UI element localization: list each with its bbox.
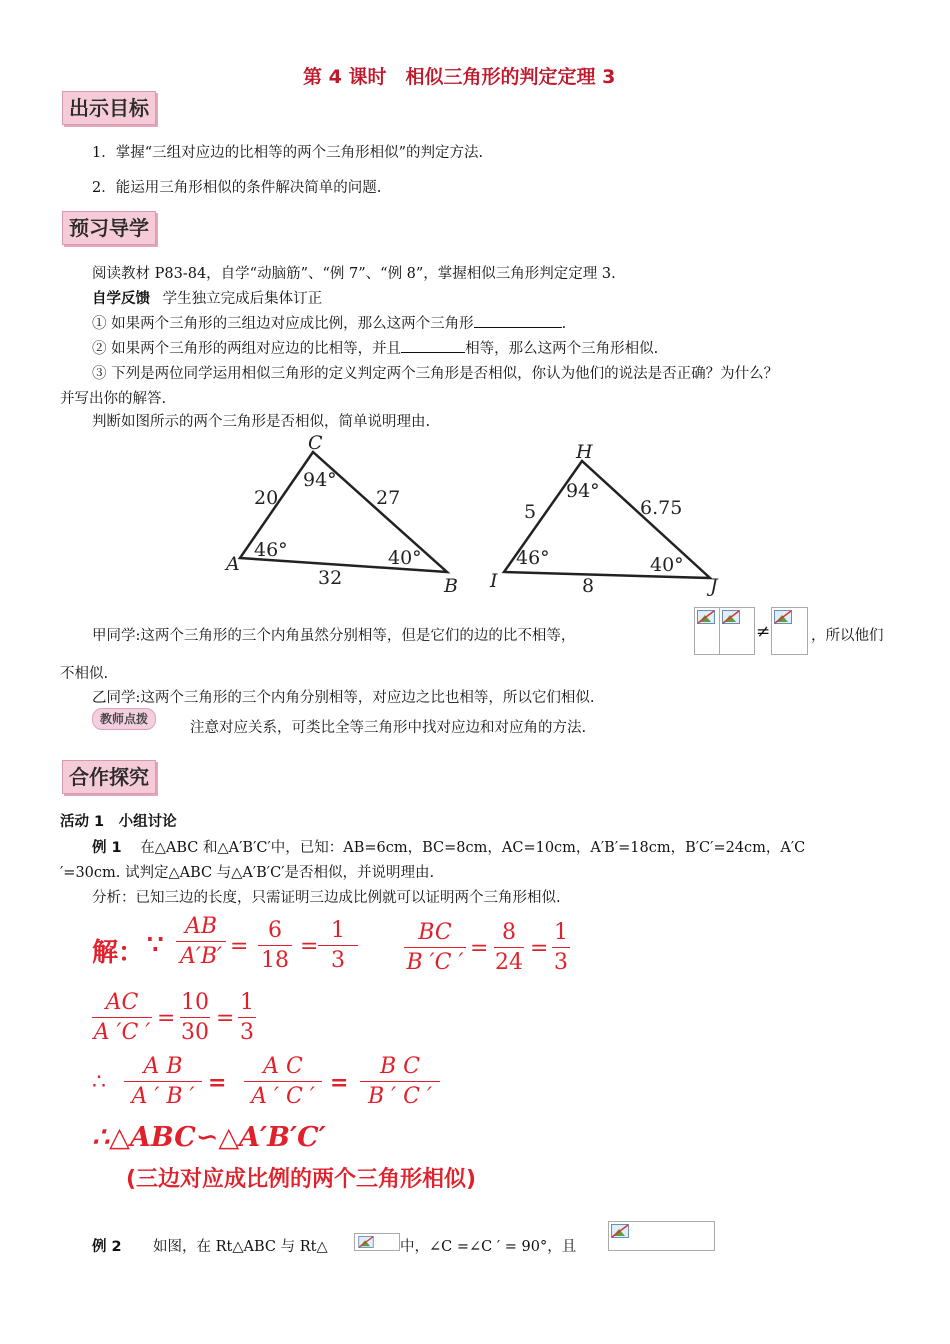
feedback-text: 学生独立完成后集体订正 xyxy=(162,291,323,307)
equals-sign: = xyxy=(330,1070,349,1096)
denominator: 24 xyxy=(495,950,523,975)
answer-blank-1[interactable] xyxy=(474,313,562,328)
solution-label: 解： xyxy=(92,938,145,968)
feedback-line xyxy=(92,287,322,308)
example-1-line-2: ′=30cm. 试判定△ABC 与△A′B′C′是否相似，并说明理由. xyxy=(60,865,435,881)
vertex-c: C xyxy=(308,432,323,454)
side-32: 32 xyxy=(318,567,343,589)
student-yi-text: 乙同学:这两个三角形的三个内角分别相等，对应边之比也相等，所以它们相似. xyxy=(92,690,595,706)
ratio-image-2 xyxy=(719,607,755,655)
ratio-image-3 xyxy=(771,607,808,655)
image-placeholder-icon xyxy=(697,610,715,624)
numerator: B C xyxy=(380,1054,420,1079)
condition-image xyxy=(608,1221,715,1251)
fraction-bc-2 xyxy=(360,1054,440,1109)
question-1-end: . xyxy=(561,316,567,332)
numerator: A C xyxy=(263,1054,303,1079)
vertex-b: B xyxy=(444,575,458,597)
student-jia-line-2: 不相似. xyxy=(60,666,109,682)
side-8: 8 xyxy=(582,575,595,597)
fraction-1-3-b xyxy=(552,920,570,975)
denominator: 3 xyxy=(240,1020,254,1045)
triangle-figure xyxy=(222,432,722,597)
goal-item-2: 2．能运用三角形相似的条件解决简单的问题. xyxy=(92,180,382,196)
example-2-text-mid: 中，∠C =∠C ′ = 90°，且 xyxy=(400,1239,577,1255)
numerator: 1 xyxy=(331,918,345,943)
vertex-i: I xyxy=(490,570,498,592)
angle-j: 40° xyxy=(650,554,684,576)
question-3-line-2: 并写出你的解答. xyxy=(60,391,167,407)
question-3-line-1: ③ 下列是两位同学运用相似三角形的定义判定两个三角形是否相似，你认为他们的说法是否正确？为什么？ xyxy=(92,366,779,382)
denominator: 3 xyxy=(331,948,345,973)
side-27: 27 xyxy=(376,487,401,509)
example-1-text: 在△ABC 和△A′B′C′中，已知：AB=6cm，BC=8cm，AC=10cm，A′B′=18cm，B′C′=24cm，A′C xyxy=(140,840,806,856)
numerator: AB xyxy=(184,914,218,939)
numerator: 6 xyxy=(268,918,282,943)
numerator: 8 xyxy=(502,920,516,945)
equals-sign: = xyxy=(530,936,549,961)
example-2-label: 例 2 xyxy=(92,1239,122,1255)
example-1-line-1 xyxy=(92,836,805,857)
numerator: AC xyxy=(105,990,139,1015)
equals-sign: = xyxy=(470,936,489,961)
example-2-text: 如图，在 Rt△ABC 与 Rt△ xyxy=(153,1239,328,1255)
numerator: 10 xyxy=(181,990,209,1015)
denominator: B ′C ′ xyxy=(406,950,464,975)
angle-h: 94° xyxy=(566,480,600,502)
denominator: A′B′ xyxy=(179,944,223,969)
conclusion: ∴△ABC∽△A′B′C′ xyxy=(92,1122,326,1153)
triangle-name-image xyxy=(354,1233,400,1251)
question-2-end: 相等，那么这两个三角形相似. xyxy=(465,341,659,357)
denominator: 18 xyxy=(261,948,289,973)
fraction-6-18 xyxy=(258,918,292,973)
goal-item-1: 1．掌握“三组对应边的比相等的两个三角形相似”的判定方法. xyxy=(92,145,484,161)
question-1-text: ① 如果两个三角形的三组边对应成比例，那么这两个三角形 xyxy=(92,316,474,332)
equals-sign: = xyxy=(230,934,249,959)
side-20: 20 xyxy=(254,487,279,509)
conclusion-reason: (三边对应成比例的两个三角形相似) xyxy=(126,1167,477,1192)
judge-instruction: 判断如图所示的两个三角形是否相似，简单说明理由. xyxy=(92,414,431,430)
fraction-bc xyxy=(404,920,466,975)
fraction-ab xyxy=(176,914,226,969)
analysis-text: 分析：已知三边的长度，只需证明三边成比例就可以证明两个三角形相似. xyxy=(92,890,561,906)
image-placeholder-icon xyxy=(774,610,792,624)
denominator: A ′ B ′ xyxy=(131,1084,195,1109)
section-banner-cooperate: 合作探究 xyxy=(62,760,156,794)
image-placeholder-icon xyxy=(357,1236,375,1248)
example-1-label: 例 1 xyxy=(92,840,122,856)
question-1 xyxy=(92,312,566,333)
section-banner-preview: 预习导学 xyxy=(62,211,156,245)
equals-sign: = xyxy=(216,1006,235,1031)
equals-sign: = xyxy=(208,1070,227,1096)
fraction-1-3-c xyxy=(238,990,256,1045)
denominator: A ′ C ′ xyxy=(251,1084,315,1109)
denominator: B ′ C ′ xyxy=(368,1084,432,1109)
vertex-a: A xyxy=(226,553,240,575)
angle-i: 46° xyxy=(516,547,550,569)
section-banner-goals: 出示目标 xyxy=(62,91,156,125)
denominator: A ′C ′ xyxy=(93,1020,151,1045)
feedback-label: 自学反馈 xyxy=(92,291,150,307)
fraction-ab-2 xyxy=(124,1054,202,1109)
angle-a: 46° xyxy=(254,539,288,561)
vertex-j: J xyxy=(710,575,718,597)
side-6-75: 6.75 xyxy=(640,497,683,519)
vertex-h: H xyxy=(576,441,593,463)
activity-1-heading: 活动 1 小组讨论 xyxy=(60,814,177,830)
numerator: A B xyxy=(143,1054,183,1079)
fraction-1-3 xyxy=(318,918,358,973)
question-2 xyxy=(92,337,658,358)
equals-sign: = xyxy=(300,934,319,959)
image-placeholder-icon xyxy=(611,1224,629,1238)
student-jia-text-end: ，所以他们 xyxy=(811,628,884,644)
teacher-tip-tag: 教师点拨 xyxy=(92,708,156,730)
answer-blank-2[interactable] xyxy=(401,338,465,353)
therefore-symbol: ∴ xyxy=(92,1070,106,1095)
teacher-tip-text: 注意对应关系，可类比全等三角形中找对应边和对应角的方法. xyxy=(190,720,587,736)
neq-sign-2: ≠ xyxy=(756,622,771,642)
fraction-ac-2 xyxy=(244,1054,322,1109)
question-2-text: ② 如果两个三角形的两组对应边的比相等，并且 xyxy=(92,341,402,357)
angle-b: 40° xyxy=(388,547,422,569)
numerator: 1 xyxy=(554,920,568,945)
reading-instruction: 阅读教材 P83-84，自学“动脑筋”、“例 7”、“例 8”，掌握相似三角形判定定理 3. xyxy=(92,266,616,282)
numerator: 1 xyxy=(240,990,254,1015)
equals-sign: = xyxy=(157,1006,176,1031)
denominator: 3 xyxy=(554,950,568,975)
image-placeholder-icon xyxy=(722,610,740,624)
page-title: 第 4 课时 相似三角形的判定定理 3 xyxy=(303,66,616,88)
side-5: 5 xyxy=(524,501,537,523)
fraction-8-24 xyxy=(494,920,524,975)
numerator: BC xyxy=(418,920,452,945)
fraction-10-30 xyxy=(180,990,210,1045)
student-jia-text: 甲同学:这两个三角形的三个内角虽然分别相等，但是它们的边的比不相等， xyxy=(92,628,576,644)
angle-c: 94° xyxy=(303,469,337,491)
because-symbol: ∵ xyxy=(147,930,164,960)
fraction-ac xyxy=(92,990,152,1045)
denominator: 30 xyxy=(181,1020,209,1045)
